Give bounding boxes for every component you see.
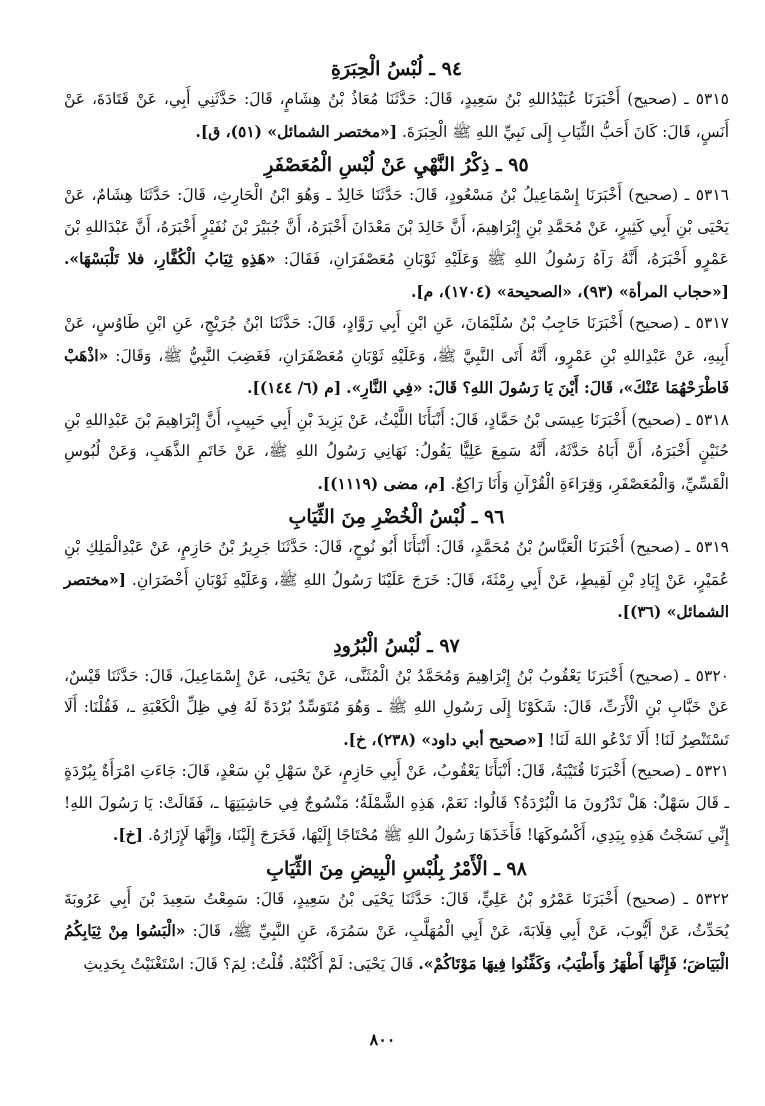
- hadith: ٥٣١٥ ـ (صحيح) أَخْبَرَنَا عُبَيْدُاللهِ بْنُ سَعِيدٍ، قَالَ: حَدَّثَنَا مُعَاذُ بْنُ هِشَامٍ، قَالَ: حَدَّثَنِي أَبِي، عَنْ قَتَادَةَ، عَنْ أَنَسٍ، قَالَ: كَانَ أَحَبُّ الثِّيَابِ إِلَى نَبِيِّ اللهِ ﷺ الْحِبَرَةَ. [«مختصر الشمائل» (٥١)، ق].: [64, 90, 729, 141]
- hadith-continuation: قَالَ يَحْيَى: لَمْ أَكْتُبْهُ. قُلْتُ: لِمَ؟ قَالَ: اسْتَغْنَيْتُ بِحَدِيثِ: [83, 954, 414, 973]
- hadith-reference: [«صحيح أبي داود» (٢٣٨)، خ].: [343, 729, 544, 749]
- chapter-title: ٩٧ ـ لُبْسُ الْبُرُودِ: [333, 634, 460, 657]
- hadith: ٥٣١٩ ـ (صحيح) أَخْبَرَنَا الْعَبَّاسُ بْنُ مُحَمَّدٍ، قَالَ: أَنْبَأَنَا أَبُو نُوحٍ، قَالَ: حَدَّثَنَا جَرِيرُ بْنُ حَازِمٍ، عَنْ عَبْدِالْمَلِكِ بْنِ عُمَيْرٍ، عَنْ إِيَادِ بْنِ لَقِيطٍ، عَنْ أَبِي رِمْثَةَ، قَالَ: خَرَجَ عَلَيْنَا رَسُولُ اللهِ ﷺ، وَعَلَيْهِ ثَوْبَانِ أَخْضَرَانِ. [«مختصر الشمائل» (٣٦)].: [64, 538, 729, 621]
- chapter-title: ٩٤ ـ لُبْسُ الْحِبَرَةِ: [330, 58, 463, 80]
- hadith-reference: [م (٦/ ١٤٤)].: [247, 378, 342, 397]
- hadith-grade: (صحيح): [628, 314, 679, 332]
- hadith: ٥٣٢٢ ـ (صحيح) أَخْبَرَنَا عَمْرُو بْنُ عَلِيٍّ، قَالَ: حَدَّثَنَا يَحْيَى بْنُ سَعِيدٍ، قَالَ: سَمِعْتُ سَعِيدَ بْنَ أَبِي عَرُوبَةَ يُحَدِّثُ، عَنْ أَيُّوبَ، عَنْ أَبِي قِلَابَةَ، عَنْ أَبِي الْمُهَلَّبِ، عَنْ سَمُرَةَ، عَنِ النَّبِيِّ ﷺ، قَالَ: «الْبَسُوا مِنْ ثِيَابِكُمُ الْبَيَاضَ؛ فَإِنَّهَا أَطْهَرُ وَأَطْيَبُ، وَكَفِّنُوا فِيهَا مَوْتَاكُمْ». قَالَ يَحْيَى: لَمْ أَكْتُبْهُ. قُلْتُ: لِمَ؟ قَالَ: اسْتَغْنَيْتُ بِحَدِيثِ: [64, 889, 729, 973]
- hadith: ٥٣١٦ ـ (صحيح) أَخْبَرَنَا إِسْمَاعِيلُ بْنُ مَسْعُودٍ، قَالَ: حَدَّثَنَا خَالِدٌ ـ وَهُوَ ابْنُ الْحَارِثِ، قَالَ: حَدَّثَنَا هِشَامٌ، عَنْ يَحْيَى بْنِ أَبِي كَثِيرٍ، عَنْ مُحَمَّدِ بْنِ إِبْرَاهِيمَ، أَنَّ خَالِدَ بْنَ مَعْدَانَ أَخْبَرَهُ، أَنَّ جُبَيْرَ بْنَ نُفَيْرٍ أَخْبَرَهُ، أَنَّ عَبْدَاللهِ بْنَ عَمْرٍو أَخْبَرَهُ، أَنَّهُ رَآهُ رَسُولُ اللهِ ﷺ وَعَلَيْهِ ثَوْبَانِ مُعَصْفَرَانِ، فَقَالَ: «هَذِهِ ثِيَابُ الْكُفَّارِ، فلا تَلْبَسْهَا». [«حجاب المرأة» (٩٣)، «الصحيحة» (١٧٠٤)، م].: [64, 186, 729, 301]
- hadith-number: ٥٣١٨: [695, 410, 729, 429]
- hadith-grade: (صحيح): [629, 538, 680, 556]
- hadith-reference: [«حجاب المرأة» (٩٣)، «الصحيحة» (١٧٠٤)، م].: [410, 281, 729, 301]
- hadith-grade: (صحيح): [631, 762, 682, 780]
- chapter-title: ٩٦ ـ لُبْسُ الْخُضْرِ مِنَ الثِّيَابِ: [288, 506, 505, 528]
- hadith-isnad: أَخْبَرَنَا يَعْقُوبُ بْنُ إِبْرَاهِيمَ وَمُحَمَّدُ بْنُ الْمُثَنَّى، عَنْ يَحْيَى، عَنْ إِسْمَاعِيلَ، قَالَ: حَدَّثَنَا قَيْسٌ، عَنْ خَبَّابِ بْنِ الْأَرَتِّ، قَالَ: شَكَوْنَا إِلَى رَسُولِ اللهِ ﷺ ـ وَهُوَ مُتَوَسِّدٌ بُرْدَةً لَهُ فِي ظِلِّ الْكَعْبَةِ ـ، فَقُلْنَا: أَلَا تَسْتَنْصِرُ لَنَا! أَلَا تَدْعُو اللهَ لَنَا!: [64, 666, 729, 749]
- chapter-title: ٩٨ ـ الْأَمْرُ بِلُبْسِ الْبِيضِ مِنَ الثِّيَابِ: [266, 857, 527, 880]
- hadith-isnad: أَخْبَرَنَا إِسْمَاعِيلُ بْنُ مَسْعُودٍ، قَالَ: حَدَّثَنَا خَالِدٌ ـ وَهُوَ ابْنُ الْحَارِثِ، قَالَ: حَدَّثَنَا هِشَامٌ، عَنْ يَحْيَى بْنِ أَبِي كَثِيرٍ، عَنْ مُحَمَّدِ بْنِ إِبْرَاهِيمَ، أَنَّ خَالِدَ بْنَ مَعْدَانَ أَخْبَرَهُ، أَنَّ جُبَيْرَ بْنَ نُفَيْرٍ أَخْبَرَهُ، أَنَّ عَبْدَاللهِ بْنَ عَمْرٍو أَخْبَرَهُ، أَنَّهُ رَآهُ رَسُولُ اللهِ ﷺ وَعَلَيْهِ ثَوْبَانِ مُعَصْفَرَانِ، فَقَالَ:: [64, 186, 729, 268]
- hadith-grade: (صحيح): [625, 889, 676, 908]
- hadith-reference: [م، مضى (١١١٩)].: [317, 473, 446, 493]
- hadith-grade: (صحيح): [628, 186, 679, 204]
- hadith-grade: (صحيح): [629, 666, 680, 685]
- hadith-number: ٥٣١٥: [695, 90, 729, 108]
- hadith-isnad: أَخْبَرَنَا حَاجِبُ بْنُ سُلَيْمَانَ، عَنِ ابْنِ أَبِي رَوَّادٍ، قَالَ: حَدَّثَنَا ابْنُ جُرَيْجٍ، عَنِ ابْنِ طَاوُسٍ، عَنْ أَبِيهِ، عَنْ عَبْدِاللهِ بْنِ عَمْرٍو، أَنَّهُ أَتَى النَّبِيَّ ﷺ، وَعَلَيْهِ ثَوْبَانِ مُعَصْفَرَانِ، فَغَضِبَ النَّبِيُّ ﷺ، وَقَالَ:: [64, 314, 729, 365]
- chapter-title: ٩٥ ـ ذِكْرُ النَّهْيِ عَنْ لُبْسِ الْمُعَصْفَرِ: [264, 154, 529, 176]
- hadith-reference: [«مختصر الشمائل» (٥١)، ق].: [195, 121, 398, 141]
- hadith: ٥٣١٨ ـ (صحيح) أَخْبَرَنَا عِيسَى بْنُ حَمَّادٍ، قَالَ: أَنْبَأَنَا اللَّيْثُ، عَنْ يَزِيدَ بْنِ أَبِي حَبِيبٍ، أَنَّ إِبْرَاهِيمَ بْنَ عَبْدِاللهِ بْنِ حُنَيْنٍ أَخْبَرَهُ، أَنَّ أَبَاهُ حَدَّثَهُ، أَنَّهُ سَمِعَ عَلِيًّا يَقُولُ: نَهَانِي رَسُولُ اللهِ ﷺ، عَنْ خَاتَمِ الذَّهَبِ، وَعَنْ لُبُوسِ الْقَسِّيِّ، وَالْمُعَصْفَرِ، وَقِرَاءَةِ الْقُرْآنِ وَأَنَا رَاكِعٌ. [م، مضى (١١١٩)].: [64, 410, 729, 493]
- page-number: ٨٠٠: [369, 1030, 396, 1049]
- hadith-matn: «اذْهَبْ فَاطْرَحْهُمَا عَنْكَ»، قَالَ: أَيْنَ يَا رَسُولَ اللهِ؟ قَالَ: «فِي النَّارِ».: [64, 345, 729, 397]
- hadith-number: ٥٣١٩: [695, 538, 729, 556]
- hadith-isnad: أَخْبَرَنَا عَمْرُو بْنُ عَلِيٍّ، قَالَ: حَدَّثَنَا يَحْيَى بْنُ سَعِيدٍ، قَالَ: سَمِعْتُ سَعِيدَ بْنَ أَبِي عَرُوبَةَ يُحَدِّثُ، عَنْ أَيُّوبَ، عَنْ أَبِي قِلَابَةَ، عَنْ أَبِي الْمُهَلَّبِ، عَنْ سَمُرَةَ، عَنِ النَّبِيِّ ﷺ، قَالَ:: [64, 889, 729, 940]
- hadith-grade: (صحيح): [631, 410, 682, 429]
- hadith-number: ٥٣١٦: [695, 186, 729, 204]
- document-page: [64, 52, 729, 980]
- hadith-isnad: أَخْبَرَنَا عُبَيْدُاللهِ بْنُ سَعِيدٍ، قَالَ: حَدَّثَنَا مُعَاذُ بْنُ هِشَامٍ، قَالَ: حَدَّثَنِي أَبِي، عَنْ قَتَادَةَ، عَنْ أَنَسٍ، قَالَ: كَانَ أَحَبُّ الثِّيَابِ إِلَى نَبِيِّ اللهِ ﷺ الْحِبَرَةَ.: [64, 90, 729, 141]
- hadith-reference: [خ].: [112, 825, 143, 844]
- hadith: ٥٣٢١ ـ (صحيح) أَخْبَرَنَا قُتَيْبَةُ، قَالَ: أَنْبَأَنَا يَعْقُوبُ، عَنْ أَبِي حَازِمٍ، عَنْ سَهْلِ بْنِ سَعْدٍ، قَالَ: جَاءَتِ امْرَأَةٌ بِبُرْدَةٍ ـ قَالَ سَهْلٌ: هَلْ تَدْرُونَ مَا الْبُرْدَةُ؟ قَالُوا: نَعَمْ، هَذِهِ الشَّمْلَةُ؛ مَنْسُوجٌ فِي حَاشِيَتِهَا ـ، فَقَالَتْ: يَا رَسُولَ اللهِ! إِنِّي نَسَجْتُ هَذِهِ بِيَدِي، أَكْسُوكَهَا! فَأَخَذَهَا رَسُولُ اللهِ ﷺ مُحْتَاجًا إِلَيْهَا، فَخَرَجَ إِلَيْنَا، وَإِنَّهَا لَإِزَارُهُ. [خ].: [64, 762, 729, 844]
- hadith: ٥٣١٧ ـ (صحيح) أَخْبَرَنَا حَاجِبُ بْنُ سُلَيْمَانَ، عَنِ ابْنِ أَبِي رَوَّادٍ، قَالَ: حَدَّثَنَا ابْنُ جُرَيْجٍ، عَنِ ابْنِ طَاوُسٍ، عَنْ أَبِيهِ، عَنْ عَبْدِاللهِ بْنِ عَمْرٍو، أَنَّهُ أَتَى النَّبِيَّ ﷺ، وَعَلَيْهِ ثَوْبَانِ مُعَصْفَرَانِ، فَغَضِبَ النَّبِيُّ ﷺ، وَقَالَ: «اذْهَبْ فَاطْرَحْهُمَا عَنْكَ»، قَالَ: أَيْنَ يَا رَسُولَ اللهِ؟ قَالَ: «فِي النَّارِ». [م (٦/ ١٤٤)].: [64, 314, 729, 397]
- hadith-isnad: أَخْبَرَنَا الْعَبَّاسُ بْنُ مُحَمَّدٍ، قَالَ: أَنْبَأَنَا أَبُو نُوحٍ، قَالَ: حَدَّثَنَا جَرِيرُ بْنُ حَازِمٍ، عَنْ عَبْدِالْمَلِكِ بْنِ عُمَيْرٍ، عَنْ إِيَادِ بْنِ لَقِيطٍ، عَنْ أَبِي رِمْثَةَ، قَالَ: خَرَجَ عَلَيْنَا رَسُولُ اللهِ ﷺ، وَعَلَيْهِ ثَوْبَانِ أَخْضَرَانِ.: [64, 538, 729, 589]
- hadith-reference: [«مختصر الشمائل» (٣٦)].: [64, 569, 729, 621]
- hadith-number: ٥٣٢٢: [695, 889, 729, 908]
- hadith-isnad: أَخْبَرَنَا قُتَيْبَةُ، قَالَ: أَنْبَأَنَا يَعْقُوبُ، عَنْ أَبِي حَازِمٍ، عَنْ سَهْلِ بْنِ سَعْدٍ، قَالَ: جَاءَتِ امْرَأَةٌ بِبُرْدَةٍ ـ قَالَ سَهْلٌ: هَلْ تَدْرُونَ مَا الْبُرْدَةُ؟ قَالُوا: نَعَمْ، هَذِهِ الشَّمْلَةُ؛ مَنْسُوجٌ فِي حَاشِيَتِهَا ـ، فَقَالَتْ: يَا رَسُولَ اللهِ! إِنِّي نَسَجْتُ هَذِهِ بِيَدِي، أَكْسُوكَهَا! فَأَخَذَهَا رَسُولُ اللهِ ﷺ مُحْتَاجًا إِلَيْهَا، فَخَرَجَ إِلَيْنَا، وَإِنَّهَا لَإِزَارُهُ.: [64, 762, 729, 844]
- hadith-matn: «الْبَسُوا مِنْ ثِيَابِكُمُ الْبَيَاضَ؛ فَإِنَّهَا أَطْهَرُ وَأَطْيَبُ، وَكَفِّنُوا فِيهَا مَوْتَاكُمْ».: [64, 921, 729, 973]
- hadith-isnad: أَخْبَرَنَا عِيسَى بْنُ حَمَّادٍ، قَالَ: أَنْبَأَنَا اللَّيْثُ، عَنْ يَزِيدَ بْنِ أَبِي حَبِيبٍ، أَنَّ إِبْرَاهِيمَ بْنَ عَبْدِاللهِ بْنِ حُنَيْنٍ أَخْبَرَهُ، أَنَّ أَبَاهُ حَدَّثَهُ، أَنَّهُ سَمِعَ عَلِيًّا يَقُولُ: نَهَانِي رَسُولُ اللهِ ﷺ، عَنْ خَاتَمِ الذَّهَبِ، وَعَنْ لُبُوسِ الْقَسِّيِّ، وَالْمُعَصْفَرِ، وَقِرَاءَةِ الْقُرْآنِ وَأَنَا رَاكِعٌ.: [64, 410, 729, 493]
- hadith-number: ٥٣٢٠: [695, 666, 729, 685]
- hadith-number: ٥٣٢١: [695, 762, 729, 780]
- hadith-number: ٥٣١٧: [695, 314, 729, 332]
- hadith-matn: «هَذِهِ ثِيَابُ الْكُفَّارِ، فلا تَلْبَسْهَا».: [64, 249, 276, 268]
- hadith: ٥٣٢٠ ـ (صحيح) أَخْبَرَنَا يَعْقُوبُ بْنُ إِبْرَاهِيمَ وَمُحَمَّدُ بْنُ الْمُثَنَّى، عَنْ يَحْيَى، عَنْ إِسْمَاعِيلَ، قَالَ: حَدَّثَنَا قَيْسٌ، عَنْ خَبَّابِ بْنِ الْأَرَتِّ، قَالَ: شَكَوْنَا إِلَى رَسُولِ اللهِ ﷺ ـ وَهُوَ مُتَوَسِّدٌ بُرْدَةً لَهُ فِي ظِلِّ الْكَعْبَةِ ـ، فَقُلْنَا: أَلَا تَسْتَنْصِرُ لَنَا! أَلَا تَدْعُو اللهَ لَنَا! [«صحيح أبي داود» (٢٣٨)، خ].: [64, 666, 729, 749]
- hadith-grade: (صحيح): [627, 90, 678, 108]
